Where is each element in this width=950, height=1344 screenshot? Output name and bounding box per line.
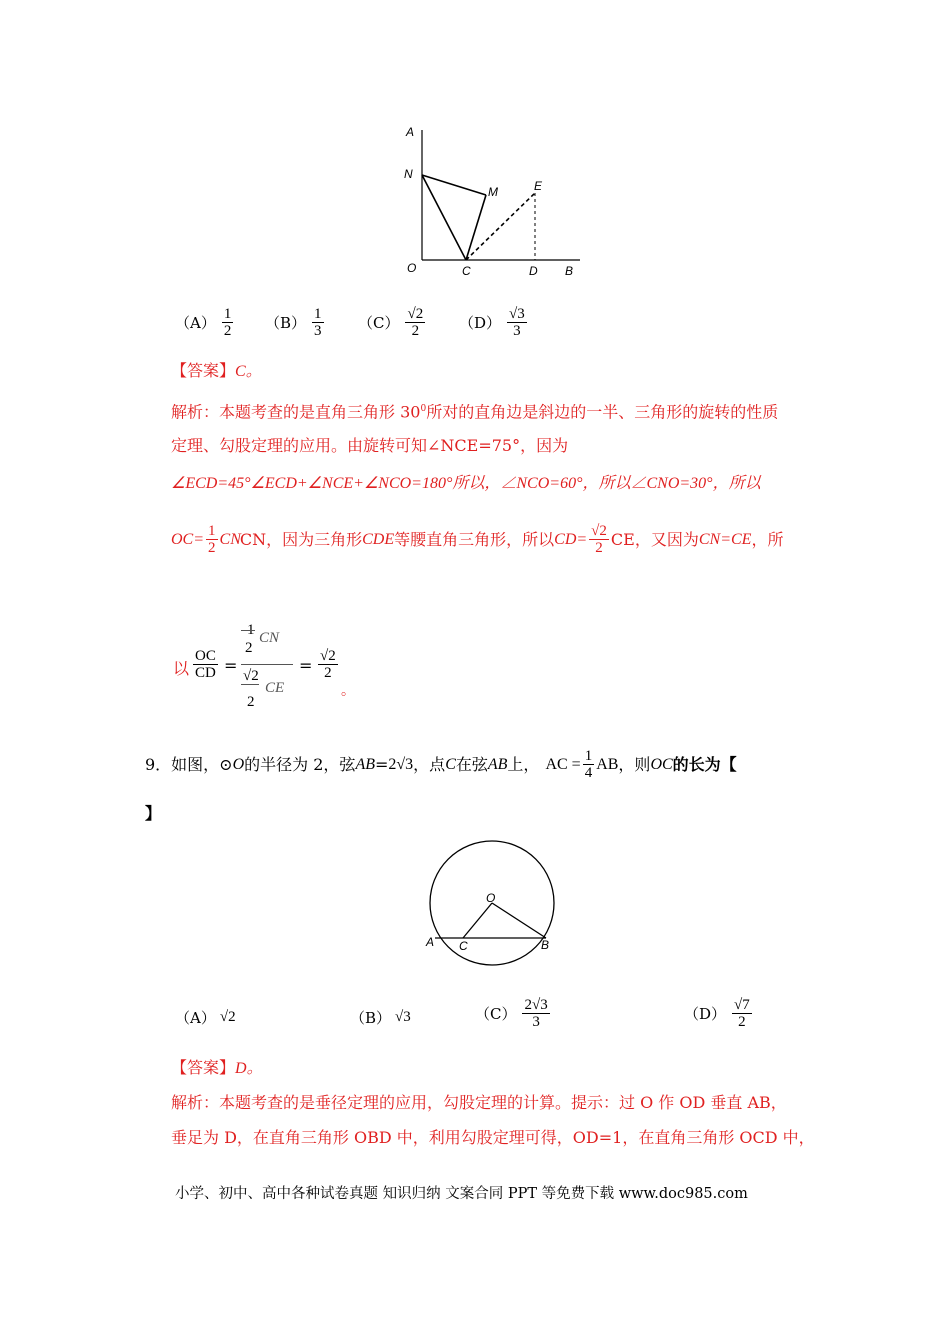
q9-answer: 【答案】D。	[171, 1058, 263, 1077]
q9-stem: 9．如图，⊙ O 的半径为 2，弦 AB = 2√3 ，点 C 在弦 AB 上， AC = $\frac{1}{4}$ AB ，则 OC 的长为【	[145, 748, 737, 781]
q8-option-a: （A） $\frac{1}{2}$	[175, 306, 232, 339]
label-O: O	[486, 891, 496, 905]
label-B: B	[565, 264, 574, 278]
label-O: O	[407, 261, 417, 275]
label-A: A	[406, 125, 415, 139]
label-B: B	[541, 938, 550, 952]
label-E: E	[534, 179, 543, 193]
q9-option-d: （D） $\frac{√7}{2}$	[684, 997, 750, 1030]
q8-explanation-line4: OC= $\frac{1}{2}$ CN CN，因为三角形 CDE 等腰直角三角形，所以 CD= $\frac{√2}{2}$ CE，又因为 CN=CE ，所	[171, 523, 784, 556]
label-N: N	[404, 167, 413, 181]
segment-ob	[492, 903, 546, 938]
q8-option-c: （C） $\frac{√2}{2}$	[358, 306, 424, 339]
q8-figure	[395, 118, 595, 286]
q9-option-c: （C） $\frac{2√3}{3}$	[475, 997, 548, 1030]
label-C: C	[459, 939, 468, 953]
label-D: D	[529, 264, 538, 278]
q8-answer: 【答案】C。	[171, 361, 262, 380]
q9-option-a: （A） √2	[175, 1009, 236, 1027]
q9-option-b: （B） √3	[350, 1009, 411, 1027]
q8-explanation-line3: ∠ECD=45°∠ECD+∠NCE+∠NCO=180°所以，∠NCO=60°，所以∠CNO=30°，所以	[171, 475, 761, 492]
q9-stem-close: 】	[145, 804, 162, 823]
label-C: C	[462, 264, 471, 278]
q8-option-d: （D） $\frac{√3}{3}$	[459, 306, 525, 339]
q8-explanation-line1: 解析：本题考查的是直角三角形 $30^0$所对的直角边是斜边的一半、三角形的旋转的性质	[171, 402, 779, 422]
page-footer: 小学、初中、高中各种试卷真题 知识归纳 文案合同 PPT 等免费下载 www.doc985.com	[175, 1186, 748, 1202]
q9-figure	[420, 840, 570, 975]
label-M: M	[488, 185, 498, 199]
q9-explanation-line1: 解析：本题考查的是垂径定理的应用，勾股定理的计算。提示：过 O 作 OD 垂直 AB，	[171, 1093, 787, 1112]
q8-option-b: （B） $\frac{1}{3}$	[265, 306, 322, 339]
label-A: A	[426, 935, 435, 949]
q8-explanation-line2: 定理、勾股定理的应用。由旋转可知∠NCE=75°，因为	[171, 436, 569, 455]
q9-explanation-line2: 垂足为 D，在直角三角形 OBD 中，利用勾股定理可得，OD=1，在直角三角形 OCD 中，	[171, 1128, 815, 1147]
q8-explanation-line5: 以 $\frac{OC}{CD}$ = 1 2 CN √2 2 CE = $\frac{√2}{2}$ 。	[173, 622, 355, 710]
segment-oc	[463, 903, 492, 938]
